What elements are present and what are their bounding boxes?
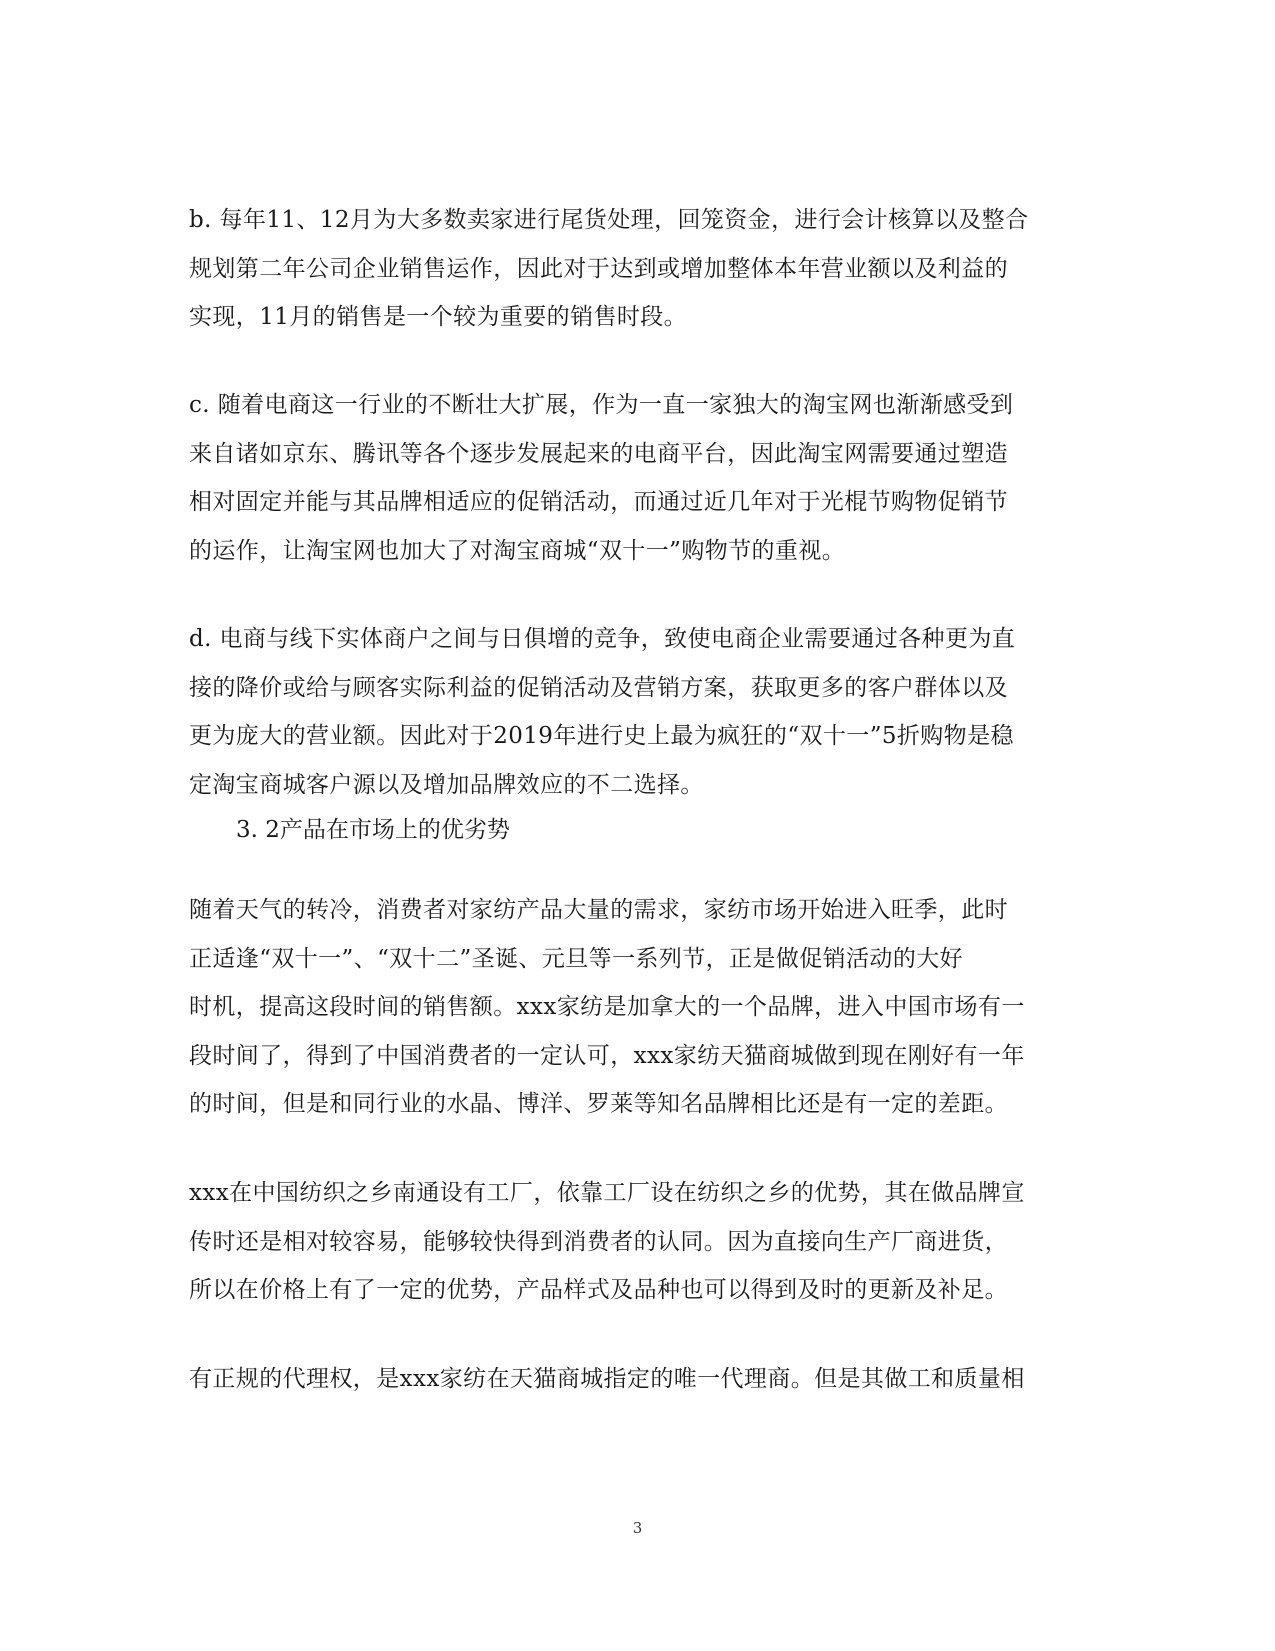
paragraph-agency [189,1355,1069,1404]
paragraph-line: 实现，11月的销售是一个较为重要的销售时段。 [189,304,688,330]
paragraph-line: d. 电商与线下实体商户之间与日俱增的竞争，致使电商企业需要通过各种更为直 [189,626,1016,652]
paragraph-line: 接的降价或给与顾客实际利益的促销活动及营销方案，获取更多的客户群体以及 [189,674,1008,701]
paragraph-line: 定淘宝商城客户源以及增加品牌效应的不二选择。 [189,771,704,798]
paragraph-line: b. 每年11、12月为大多数卖家进行尾货处理，回笼资金，进行会计核算以及整合 [189,207,1029,233]
section-heading: 3. 2产品在市场上的优劣势 [236,817,510,843]
paragraph-line: xxx在中国纺织之乡南通设有工厂，依靠工厂设在纺织之乡的优势，其在做品牌宣 [189,1180,1025,1206]
paragraph-c [189,381,1069,575]
paragraph-b [189,196,1069,342]
paragraph-line: 有正规的代理权，是xxx家纺在天猫商城指定的唯一代理商。但是其做工和质量相 [189,1366,1025,1392]
paragraph-line: 正适逢“双十一”、“双十二”圣诞、元旦等一系列节，正是做促销活动的大好 [189,945,964,972]
paragraph-line: 段时间了，得到了中国消费者的一定认可，xxx家纺天猫商城做到现在刚好有一年 [189,1042,1025,1069]
paragraph-line: 的时间，但是和同行业的水晶、博洋、罗莱等知名品牌相比还是有一定的差距。 [189,1091,1008,1117]
paragraph-factory [189,1169,1069,1315]
paragraph-line: 的运作，让淘宝网也加大了对淘宝商城“双十一”购物节的重视。 [189,537,846,564]
paragraph-market [189,886,1069,1129]
paragraph-line: 来自诸如京东、腾讯等各个逐步发展起来的电商平台，因此淘宝网需要通过塑造 [189,440,1008,467]
paragraph-line: 传时还是相对较容易，能够较快得到消费者的认同。因为直接向生产厂商进货， [189,1228,1008,1255]
paragraph-line: 时机，提高这段时间的销售额。xxx家纺是加拿大的一个品牌，进入中国市场有一 [189,994,1025,1020]
paragraph-line: 规划第二年公司企业销售运作，因此对于达到或增加整体本年营业额以及利益的 [189,255,1008,282]
paragraph-line: 相对固定并能与其品牌相适应的促销活动，而通过近几年对于光棍节购物促销节 [189,489,1008,515]
paragraph-line: c. 随着电商这一行业的不断壮大扩展，作为一直一家独大的淘宝网也渐渐感受到 [189,392,1014,418]
paragraph-line: 所以在价格上有了一定的优势，产品样式及品种也可以得到及时的更新及补足。 [189,1277,1008,1303]
paragraph-line: 更为庞大的营业额。因此对于2019年进行史上最为疯狂的“双十一”5折购物是稳 [189,723,1014,749]
paragraph-d [189,615,1069,809]
paragraph-line: 随着天气的转冷，消费者对家纺产品大量的需求，家纺市场开始进入旺季，此时 [189,897,1008,923]
page-number: 3 [632,1519,643,1537]
